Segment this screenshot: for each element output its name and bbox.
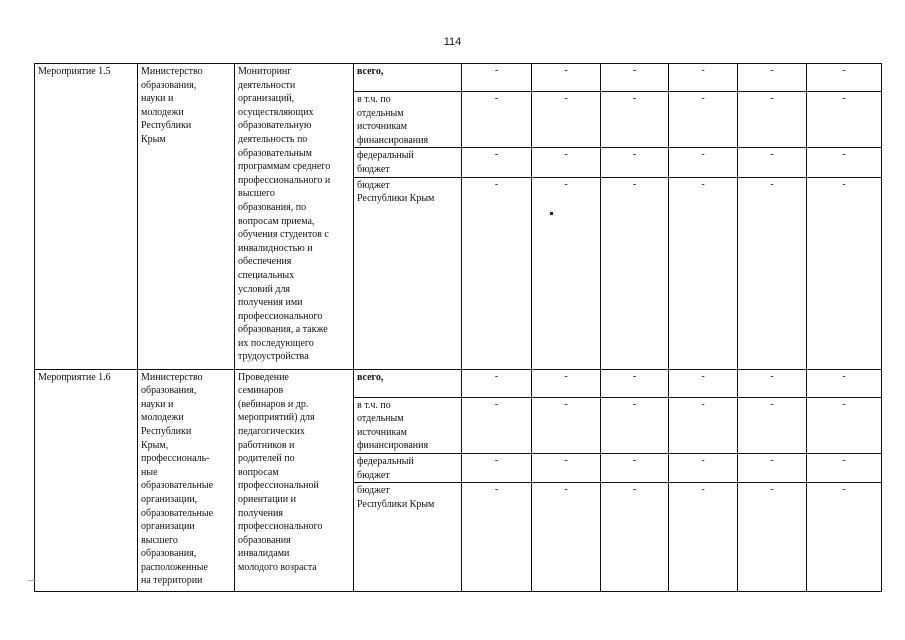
funding-label: федеральный бюджет [354,148,462,177]
value-cell: - [669,369,738,397]
value-cell: - [601,148,669,177]
funding-label: всего, [354,64,462,92]
funding-label: федеральный бюджет [354,453,462,482]
scan-mark [28,580,36,581]
value-cell: - [738,453,807,482]
funding-label: в т.ч. по отдельным источникам финансирования [354,397,462,453]
value-cell: - [601,177,669,369]
funding-label: бюджет Республики Крым [354,177,462,369]
value-cell: - [669,148,738,177]
value-cell: - [669,453,738,482]
value-cell: - [669,483,738,592]
scan-speck [550,212,553,215]
value-cell: - [532,453,601,482]
event-id: Мероприятие 1.5 [35,64,138,370]
value-cell: - [601,369,669,397]
value-cell: - [601,92,669,148]
value-cell: - [601,397,669,453]
value-cell: - [807,483,882,592]
value-cell: - [462,64,532,92]
value-cell: - [738,483,807,592]
value-cell: - [532,483,601,592]
value-cell: - [669,177,738,369]
value-cell: - [807,92,882,148]
event-executor: Министерство образования, науки и молодежи Республики Крым, профессиональ- ные образовательные организации, образовательные организации высшего образования, расположенные на территории [138,369,235,592]
page-number: 114 [443,36,462,48]
value-cell: - [462,177,532,369]
value-cell: - [669,397,738,453]
value-cell: - [462,483,532,592]
table-row [35,64,882,92]
value-cell: - [601,64,669,92]
value-cell: - [807,64,882,92]
value-cell: - [807,397,882,453]
event-id: Мероприятие 1.6 [35,369,138,592]
value-cell: - [532,177,601,369]
value-cell: - [462,397,532,453]
value-cell: - [807,177,882,369]
value-cell: - [807,453,882,482]
value-cell: - [807,148,882,177]
value-cell: - [462,369,532,397]
value-cell: - [462,92,532,148]
value-cell: - [738,397,807,453]
value-cell: - [669,64,738,92]
event-description: Проведение семинаров (вебинаров и др. мероприятий) для педагогических работников и родителей по вопросам профессиональной ориентации и получения профессионального образования инвалидами молодого возраста [235,369,354,592]
funding-table [34,63,882,592]
value-cell: - [532,397,601,453]
value-cell: - [807,369,882,397]
value-cell: - [738,177,807,369]
value-cell: - [738,369,807,397]
value-cell: - [738,92,807,148]
table-row [35,369,882,397]
value-cell: - [669,92,738,148]
value-cell: - [462,453,532,482]
value-cell: - [738,148,807,177]
funding-label: всего, [354,369,462,397]
value-cell: - [532,64,601,92]
value-cell: - [532,92,601,148]
value-cell: - [532,369,601,397]
value-cell: - [601,453,669,482]
event-description: Мониторинг деятельности организаций, осуществляющих образовательную деятельность по образовательным программам среднего профессионального и высшего образования, по вопросам приема, обучения студентов с инвалидностью и обеспечения специальных условий для получения ими профессионального образования, а также их последующего трудоустройства [235,64,354,370]
funding-label: бюджет Республики Крым [354,483,462,592]
value-cell: - [601,483,669,592]
value-cell: - [462,148,532,177]
value-cell: - [532,148,601,177]
value-cell: - [738,64,807,92]
funding-label: в т.ч. по отдельным источникам финансирования [354,92,462,148]
event-executor: Министерство образования, науки и молодежи Республики Крым [138,64,235,370]
